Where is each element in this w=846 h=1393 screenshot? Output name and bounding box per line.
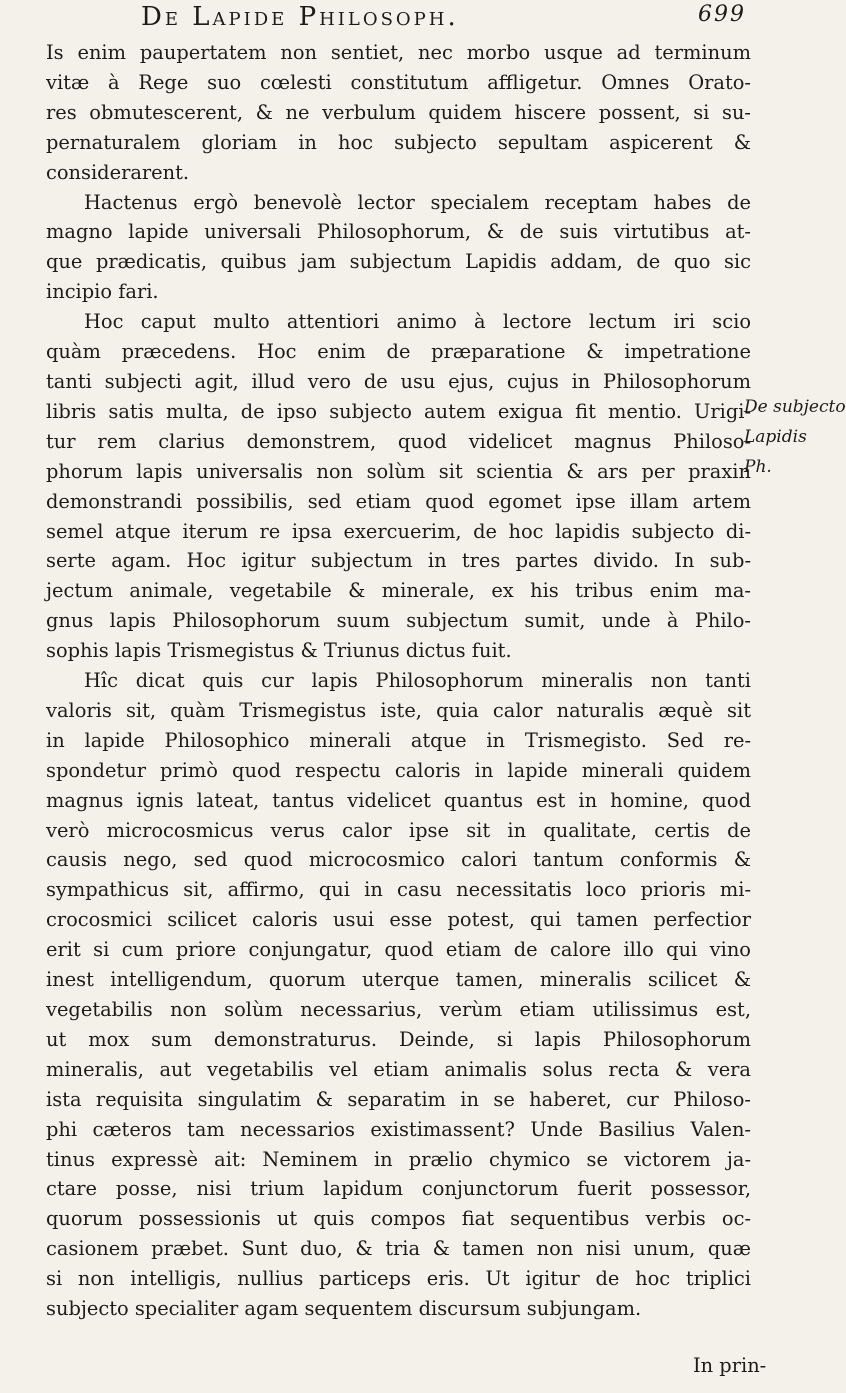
text-line: magnus ignis lateat, tantus videlicet quantus est in homine, quod <box>46 788 751 812</box>
text-line: tinus expressè ait: Neminem in prælio chymico se victorem ja- <box>46 1147 751 1171</box>
margin-note-line: De subjecto <box>744 397 846 417</box>
text-line: quàm præcedens. Hoc enim de præparatione & impetratione <box>46 340 751 364</box>
text-line: magno lapide universali Philosophorum, & de suis virtutibus at- <box>46 220 751 244</box>
text-line: si non intelligis, nullius particeps eris. Ut igitur de hoc triplici <box>46 1267 751 1291</box>
text-line: demonstrandi possibilis, sed etiam quod egomet ipse illam artem <box>46 489 751 513</box>
text-line: ctare posse, nisi trium lapidum conjunctorum fuerit possessor, <box>46 1177 751 1201</box>
text-line: pernaturalem gloriam in hoc subjecto sepultam aspicerent & <box>46 130 751 154</box>
running-head <box>46 0 776 38</box>
margin-note <box>744 392 846 482</box>
margin-note-line: Lapidis <box>744 427 807 447</box>
text-line: sophis lapis Trismegistus & Triunus dictus fuit. <box>46 639 512 663</box>
text-line: Hactenus ergò benevolè lector specialem receptam habes de <box>84 190 751 214</box>
text-line: considerarent. <box>46 160 190 184</box>
text-line: jectum animale, vegetabile & minerale, ex his tribus enim ma- <box>46 579 751 603</box>
text-line: sympathicus sit, affirmo, qui in casu necessitatis loco prioris mi- <box>46 878 751 902</box>
text-line: semel atque iterum re ipsa exercuerim, de hoc lapidis subjecto di- <box>46 519 751 543</box>
margin-note-line: Ph. <box>744 457 772 477</box>
paragraph <box>46 666 751 1324</box>
text-line: res obmutescerent, & ne verbulum quidem hiscere possent, si su- <box>46 100 751 124</box>
text-line: casionem præbet. Sunt duo, & tria & tamen non nisi unum, quæ <box>46 1237 751 1261</box>
text-line: inest intelligendum, quorum uterque tamen, mineralis scilicet & <box>46 968 751 992</box>
catchword: In prin- <box>693 1354 767 1377</box>
text-line: quorum possessionis ut quis compos fiat sequentibus verbis oc- <box>46 1207 751 1231</box>
text-line: Is enim paupertatem non sentiet, nec morbo usque ad terminum <box>46 41 751 64</box>
text-line: causis nego, sed quod microcosmico calori tantum conformis & <box>46 848 751 872</box>
running-title: De Lapide Philosoph. <box>141 2 459 32</box>
text-line: que prædicatis, quibus jam subjectum Lapidis addam, de quo sic <box>46 250 751 274</box>
text-line: libris satis multa, de ipso subjecto autem exigua fit mentio. Urigi- <box>46 399 751 423</box>
page-number: 699 <box>698 2 746 27</box>
text-line: phorum lapis universalis non solùm sit scientia & ars per praxin <box>46 459 751 483</box>
paragraph <box>46 188 751 308</box>
text-line: in lapide Philosophico minerali atque in Trismegisto. Sed re- <box>46 728 751 752</box>
text-line: valoris sit, quàm Trismegistus iste, quia calor naturalis æquè sit <box>46 698 751 722</box>
text-line: incipio fari. <box>46 280 159 304</box>
text-line: vitæ à Rege suo cœlesti constitutum affligetur. Omnes Orato- <box>46 70 751 94</box>
text-line: verò microcosmicus verus calor ipse sit in qualitate, certis de <box>46 818 751 842</box>
paragraph <box>46 38 751 188</box>
text-line: ista requisita singulatim & separatim in se haberet, cur Philoso- <box>46 1087 751 1111</box>
text-line: crocosmici scilicet caloris usui esse potest, qui tamen perfectior <box>46 908 751 932</box>
text-line: tanti subjecti agit, illud vero de usu ejus, cujus in Philosophorum <box>46 369 751 393</box>
text-line: vegetabilis non solùm necessarius, verùm etiam utilissimus est, <box>46 998 751 1021</box>
paragraph <box>46 307 751 666</box>
text-line: gnus lapis Philosophorum suum subjectum sumit, unde à Philo- <box>46 609 751 633</box>
text-line: phi cæteros tam necessarios existimassent? Unde Basilius Valen- <box>46 1117 751 1141</box>
text-line: Hoc caput multo attentiori animo à lectore lectum iri scio <box>84 310 751 334</box>
text-line: tur rem clarius demonstrem, quod videlicet magnus Philoso- <box>46 429 751 453</box>
text-line: ut mox sum demonstraturus. Deinde, si lapis Philosophorum <box>46 1027 751 1051</box>
text-line: serte agam. Hoc igitur subjectum in tres partes divido. In sub- <box>46 549 751 573</box>
text-line: spondetur primò quod respectu caloris in lapide minerali quidem <box>46 758 751 782</box>
text-line: mineralis, aut vegetabilis vel etiam animalis solus recta & vera <box>46 1057 751 1081</box>
body-text <box>46 38 751 1324</box>
text-line: Hîc dicat quis cur lapis Philosophorum mineralis non tanti <box>84 669 751 693</box>
text-line: subjecto specialiter agam sequentem discursum subjungam. <box>46 1297 642 1321</box>
text-line: erit si cum priore conjungatur, quod etiam de calore illo qui vino <box>46 938 751 962</box>
